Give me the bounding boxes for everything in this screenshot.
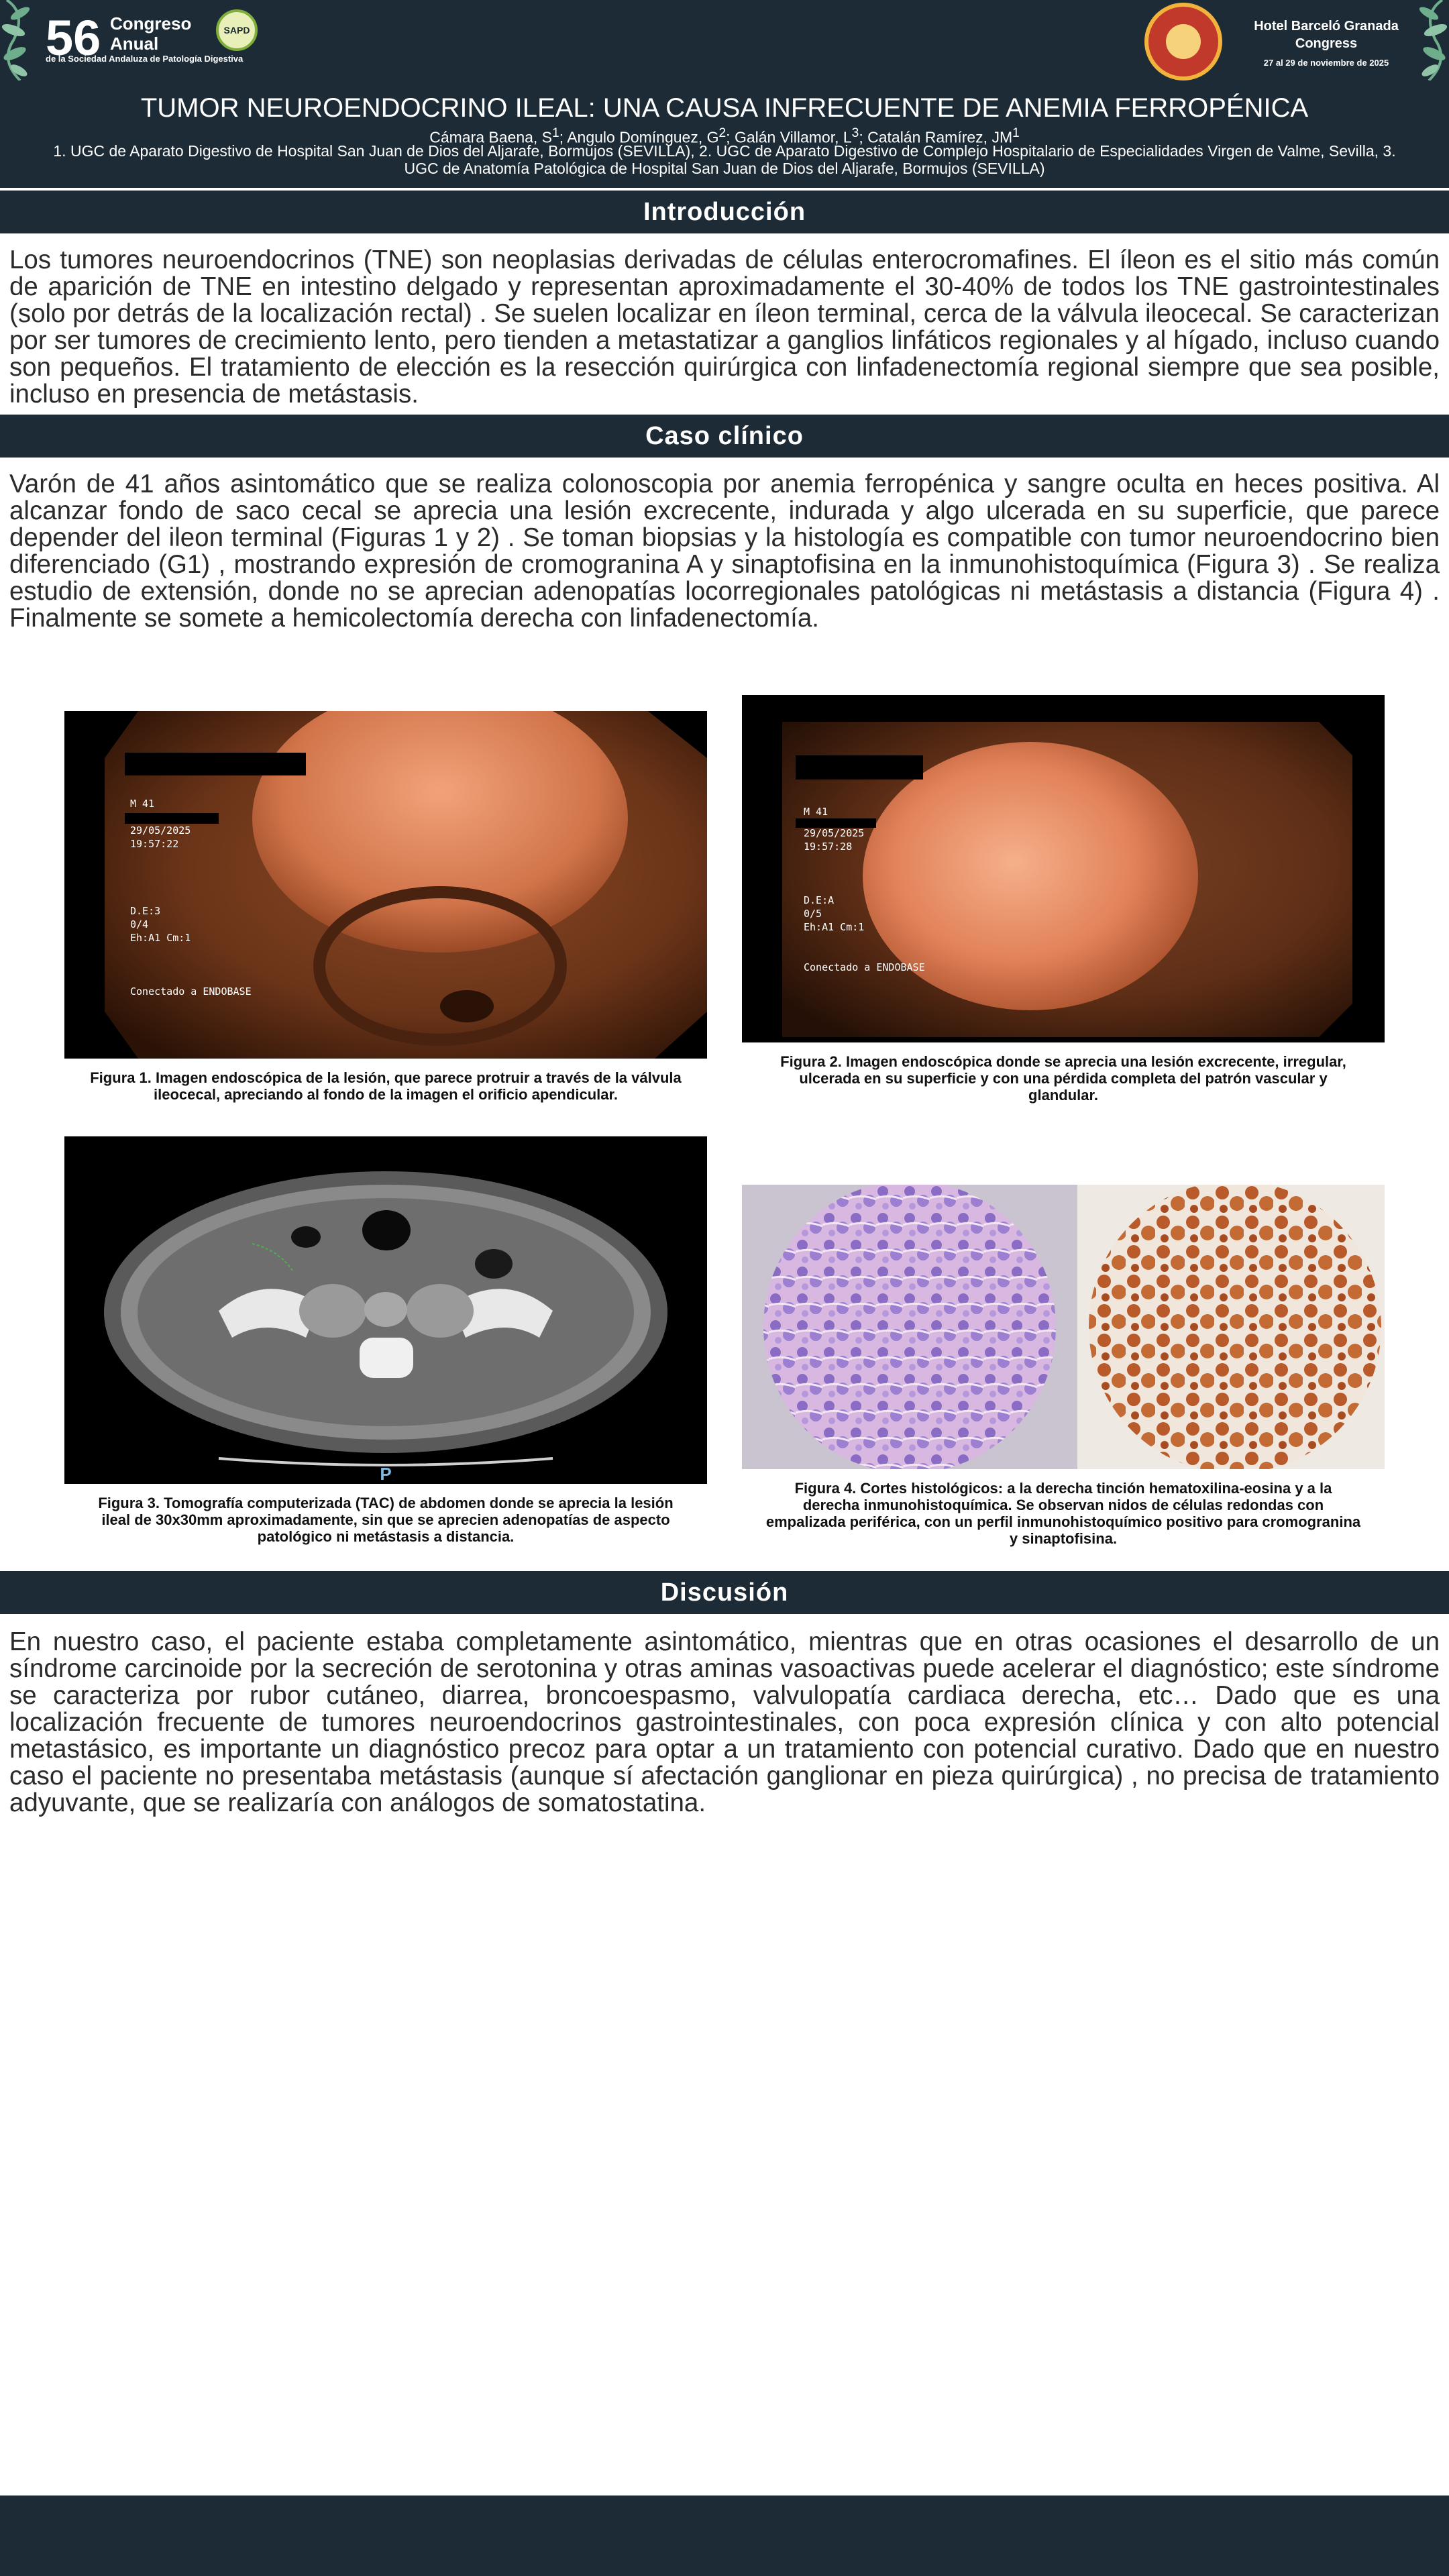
poster-title: TUMOR NEUROENDOCRINO ILEAL: UNA CAUSA INFRECUENTE DE ANEMIA FERROPÉNICA — [140, 93, 1309, 123]
congress-label: Congreso Anual — [110, 13, 192, 54]
figure-3-ct-scan — [64, 1136, 707, 1484]
figure-2-caption: Figura 2. Imagen endoscópica donde se aprecia una lesión excrecente, irregular, ulcerada en su superficie y con una pérdida completa del patrón vascular y glandular. — [780, 1053, 1346, 1104]
endoscopy-overlay-2: M 41 29/05/2025 19:57:28 D.E:A 0/5 Eh:A1 Cm:1 Conectado a ENDOBASE — [804, 806, 925, 973]
venue-name: Hotel Barceló Granada Congress — [1254, 19, 1399, 51]
congress-number: 56 — [46, 10, 101, 66]
granada-emblem-icon — [1144, 3, 1222, 80]
case-text: Varón de 41 años asintomático que se realiza colonoscopia por anemia ferropénica y sangre oculta en heces positiva. Al alcanzar fondo de saco cecal se aprecia una lesión excrecente, indurada y algo ulcerada en su superficie, que parece depender del ileon terminal (Figuras 1 y 2) . Se toman biopsias y la histología es compatible con tumor neuroendocrino bien diferenciado (G1) , mostrando expresión de cromogranina A y sinaptofisina en la inmunohistoquímica (Figura 3) . Se realiza estudio de extensión, donde no se aprecian adenopatías locorregionales patológicas ni metástasis a distancia (Figura 4) . Finalmente se somete a hemicolectomía derecha con linfadenectomía. — [9, 470, 1440, 633]
sapd-logo: SAPD — [216, 9, 258, 51]
introduction-text: Los tumores neuroendocrinos (TNE) son neoplasias derivadas de células enterocromafines. El íleon es el sitio más común de aparición de TNE en intestino delgado y representan aproximadamente el 30-40% de todos los TNE gastrointestinales (solo por detrás de la localización rectal) . Se suelen localizar en íleon terminal, cerca de la válvula ileocecal. Se caracterizan por ser tumores de crecimiento lento, pero tienden a metastatizar a ganglios linfáticos regionales y al hígado, incluso cuando son pequeños. El tratamiento de elección es la resección quirúrgica con linfadenectomía regional siempre que sea posible, incluso en presencia de metástasis. — [9, 246, 1440, 409]
endoscopy-overlay-1: M 41 29/05/2025 19:57:22 D.E:3 0/4 Eh:A1 Cm:1 Conectado a ENDOBASE — [130, 798, 252, 998]
leaf-decoration-left-icon — [0, 0, 40, 80]
section-title-introduction: Introducción — [0, 191, 1449, 233]
authors-line: Cámara Baena, $S^1$; Angulo Domínguez, $G^2$; Galán Villamor, $L^3$; Catalán Ramírez, $JM^1$ — [429, 126, 1020, 146]
poster-header — [0, 0, 1449, 188]
section-title-case: Caso clínico — [0, 415, 1449, 458]
society-name: de la Sociedad Andaluza de Patología Digestiva — [46, 54, 244, 64]
section-title-discussion: Discusión — [0, 1571, 1449, 1614]
ct-orientation-marker: P — [380, 1464, 392, 1484]
figure-4-histology — [742, 1185, 1385, 1469]
figure-4-caption: Figura 4. Cortes histológicos: a la derecha tinción hematoxilina-eosina y a la derecha inmunohistoquímica. Se observan nidos de células redondas con empalizada periférica, con un perfil inmunohistoquímico positivo para cromogranina y sinaptofisina. — [765, 1480, 1361, 1547]
affiliations: 1. UGC de Aparato Digestivo de Hospital San Juan de Dios del Aljarafe, Bormujos (SEVILLA), 2. UGC de Aparato Digestivo de Complejo Hospitalario de Especialidades Virgen de Valme, Sevilla, 3. UGC de Anatomía Patológica de Hospital San Juan de Dios del Aljarafe, Bormujos (SEVILLA) — [53, 142, 1396, 177]
venue-info — [1248, 17, 1405, 68]
congress-dates: 27 al 29 de noviembre de 2025 — [1263, 58, 1389, 68]
figure-1-caption: Figura 1. Imagen endoscópica de la lesión, que parece protruir a través de la válvula ileocecal, apreciando al fondo de la imagen el orificio apendicular. — [90, 1069, 682, 1103]
poster-footer — [0, 2496, 1449, 2576]
figure-2-endoscopy — [742, 695, 1385, 1042]
figure-1-endoscopy — [64, 711, 707, 1059]
leaf-decoration-right-icon — [1409, 0, 1449, 80]
discussion-text: En nuestro caso, el paciente estaba completamente asintomático, mientras que en otras ocasiones el desarrollo de un síndrome carcinoide por la secreción de serotonina y otras aminas vasoactivas puede acelerar el diagnóstico; este síndrome se caracteriza por rubor cutáneo, diarrea, broncoespasmo, valvulopatía cardiaca derecha, etc… Dado que es una localización frecuente de tumores neuroendocrinos gastrointestinales, con poca expresión clínica y con alto potencial metastásico, es importante un diagnóstico precoz para optar a un tratamiento con potencial curativo. Dado que en nuestro caso el paciente no presentaba metástasis (aunque sí afectación ganglionar en pieza quirúrgica) , no precisa de tratamiento adyuvante, que se realizaría con análogos de somatostatina. — [9, 1627, 1440, 1817]
figure-3-caption: Figura 3. Tomografía computerizada (TAC) de abdomen donde se aprecia la lesión ileal de 30x30mm aproximadamente, sin que se aprecien adenopatías de aspecto patológico ni metástasis a distancia. — [98, 1495, 674, 1545]
